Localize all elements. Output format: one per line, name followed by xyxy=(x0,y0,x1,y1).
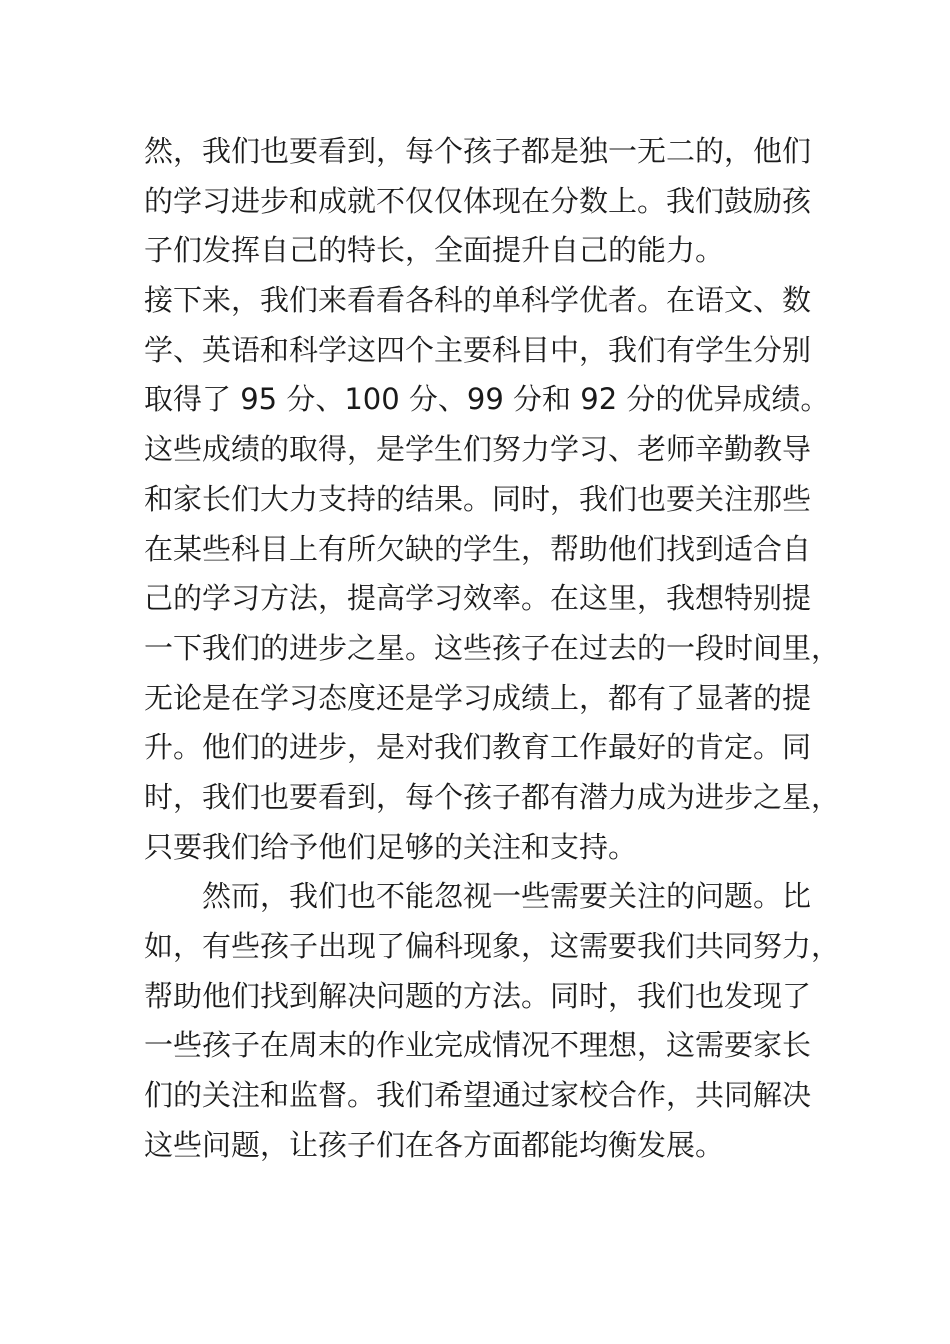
text-line: 们的关注和监督。我们希望通过家校合作，共同解决 xyxy=(144,1078,812,1113)
text-line: 无论是在学习态度还是学习成绩上，都有了显著的提 xyxy=(144,680,812,715)
body-text xyxy=(144,127,841,1170)
text-line: 取得了 95 分、100 分、99 分和 92 分的优异成绩。 xyxy=(144,382,830,417)
text-line: 升。他们的进步，是对我们教育工作最好的肯定。同 xyxy=(144,730,812,765)
text-line: 然，我们也要看到，每个孩子都是独一无二的，他们 xyxy=(144,134,812,168)
text-line: 帮助他们找到解决问题的方法。同时，我们也发现了 xyxy=(144,978,812,1013)
text-line: 学、英语和科学这四个主要科目中，我们有学生分别 xyxy=(144,332,812,367)
text-line: 如，有些孩子出现了偏科现象，这需要我们共同努力， xyxy=(144,929,841,963)
text-line: 接下来，我们来看看各科的单科学优者。在语文、数 xyxy=(144,283,812,318)
text-line: 只要我们给予他们足够的关注和支持。 xyxy=(144,829,638,864)
text-line: 在某些科目上有所欠缺的学生，帮助他们找到适合自 xyxy=(144,531,812,566)
text-line: 然而，我们也不能忽视一些需要关注的问题。比 xyxy=(144,879,812,914)
text-line: 和家长们大力支持的结果。同时，我们也要关注那些 xyxy=(144,481,812,516)
text-line: 一些孩子在周末的作业完成情况不理想，这需要家长 xyxy=(144,1028,812,1063)
text-line: 这些问题，让孩子们在各方面都能均衡发展。 xyxy=(144,1127,725,1162)
text-line: 的学习进步和成就不仅仅体现在分数上。我们鼓励孩 xyxy=(144,183,812,218)
text-line: 己的学习方法，提高学习效率。在这里，我想特别提 xyxy=(144,581,812,616)
text-line: 子们发挥自己的特长，全面提升自己的能力。 xyxy=(144,233,725,268)
text-line: 一下我们的进步之星。这些孩子在过去的一段时间里， xyxy=(144,630,841,665)
text-line: 这些成绩的取得，是学生们努力学习、老师辛勤教导 xyxy=(144,432,812,467)
text-line: 时，我们也要看到，每个孩子都有潜力成为进步之星， xyxy=(144,779,841,814)
